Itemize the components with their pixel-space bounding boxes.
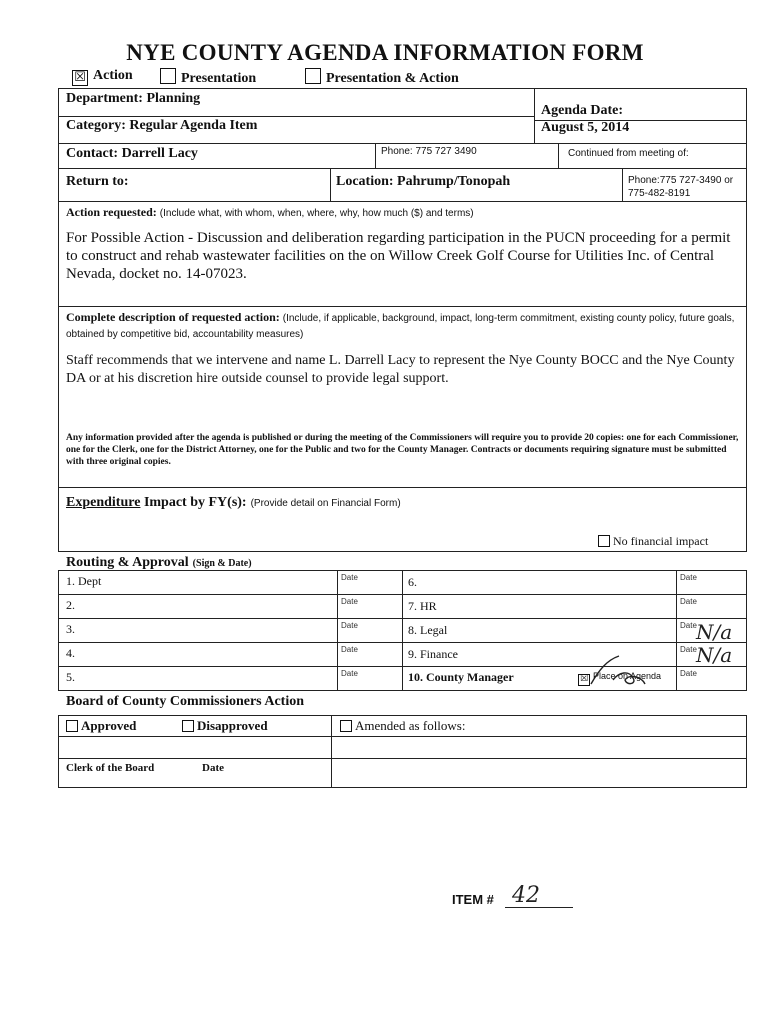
disapproved-checkbox[interactable] (182, 720, 194, 732)
routing-row-finance: 9. Finance (408, 647, 458, 661)
presentation-action-checkbox[interactable] (305, 68, 321, 84)
option-action[interactable]: ☒ Action (72, 68, 133, 86)
expenditure-heading: Expenditure Impact by FY(s): (Provide detail on Financial Form) (66, 495, 401, 510)
date-label: Date (680, 573, 697, 582)
item-label: ITEM # (452, 892, 494, 907)
disapproved-option[interactable]: Disapproved (182, 718, 268, 734)
finance-initials: N/a (696, 643, 733, 667)
date-label: Date (341, 573, 358, 582)
date-label: Date (341, 645, 358, 654)
clerk-of-board-label: Clerk of the Board (66, 762, 155, 774)
date-label: Date (341, 597, 358, 606)
option-presentation[interactable]: Presentation (160, 68, 256, 87)
complete-description-heading: Complete description of requested action: (Include, if applicable, background, impact, long-term commitment, existing county policy, future goals, obtained by competitive bid, accountability measures) (66, 310, 735, 340)
legal-initials: N/a (696, 620, 733, 644)
routing-row-5: 5. (66, 670, 75, 684)
date-label: Date (341, 621, 358, 630)
department-field: Department: Planning (66, 91, 201, 106)
date-label: Date (680, 597, 697, 606)
date-label: Date (680, 621, 697, 630)
copies-notice: Any information provided after the agenda is published or during the meeting of the Commissioners will require you to provide 20 copies: one for each Commissioner, one for the Clerk, one for the District Attorney, one for the Public and two for the County Manager. Contracts or documents requiring signature must be submitted with three original copies. (66, 433, 739, 467)
routing-row-county-manager: 10. County Manager (408, 670, 514, 684)
routing-row-6: 6. (408, 575, 417, 589)
item-number: 42 (512, 883, 540, 908)
county-manager-signature (585, 650, 665, 690)
agenda-date-value: August 5, 2014 (541, 120, 630, 135)
complete-description-text: Staff recommends that we intervene and name L. Darrell Lacy to represent the Nye County BOCC and the Nye County DA or at his discretion hire outside counsel to provide legal support. (66, 353, 735, 386)
continued-from-meeting: Continued from meeting of: (568, 148, 689, 159)
date-label: Date (680, 645, 697, 654)
contact-phone: Phone: 775 727 3490 (381, 146, 477, 157)
amended-checkbox[interactable] (340, 720, 352, 732)
agenda-date-label: Agenda Date: (541, 103, 624, 118)
amended-option[interactable]: Amended as follows: (340, 718, 465, 734)
routing-row-dept: 1. Dept (66, 574, 102, 588)
form-title: NYE COUNTY AGENDA INFORMATION FORM (126, 40, 644, 65)
no-financial-impact-option[interactable]: No financial impact (598, 534, 708, 549)
contact-field: Contact: Darrell Lacy (66, 146, 198, 161)
location-phone-1: Phone:775 727-3490 or (628, 175, 734, 186)
action-requested-heading: Action requested: (Include what, with whom, when, where, why, how much ($) and terms) (66, 205, 474, 219)
routing-row-2: 2. (66, 598, 75, 612)
routing-row-legal: 8. Legal (408, 623, 448, 637)
approved-option[interactable]: Approved (66, 718, 136, 734)
routing-row-4: 4. (66, 646, 75, 660)
routing-heading: Routing & Approval (Sign & Date) (66, 555, 252, 570)
place-on-agenda-option[interactable]: ☒ Place on Agenda (579, 671, 662, 684)
action-checkbox[interactable]: ☒ (72, 70, 88, 86)
action-requested-text: For Possible Action - Discussion and deliberation regarding participation in the PUCN proceeding for a permit to construct and rehab wastewater facilities on the on Willow Creek Golf Course for Utilities Inc. of Central Nevada, docket no. 14-07023. (66, 230, 731, 282)
location-phone-2: 775-482-8191 (628, 188, 691, 199)
return-to-field: Return to: (66, 174, 129, 189)
date-label: Date (341, 669, 358, 678)
board-date-label: Date (202, 762, 224, 774)
place-on-agenda-checkbox[interactable]: ☒ (579, 674, 589, 684)
approved-checkbox[interactable] (66, 720, 78, 732)
category-field: Category: Regular Agenda Item (66, 118, 258, 133)
board-action-heading: Board of County Commissioners Action (66, 694, 305, 709)
routing-row-3: 3. (66, 622, 75, 636)
no-financial-impact-checkbox[interactable] (598, 535, 610, 547)
location-field: Location: Pahrump/Tonopah (336, 174, 511, 189)
presentation-checkbox[interactable] (160, 68, 176, 84)
date-label: Date (680, 669, 697, 678)
routing-row-hr: 7. HR (408, 599, 437, 613)
option-presentation-action[interactable]: Presentation & Action (305, 68, 459, 87)
